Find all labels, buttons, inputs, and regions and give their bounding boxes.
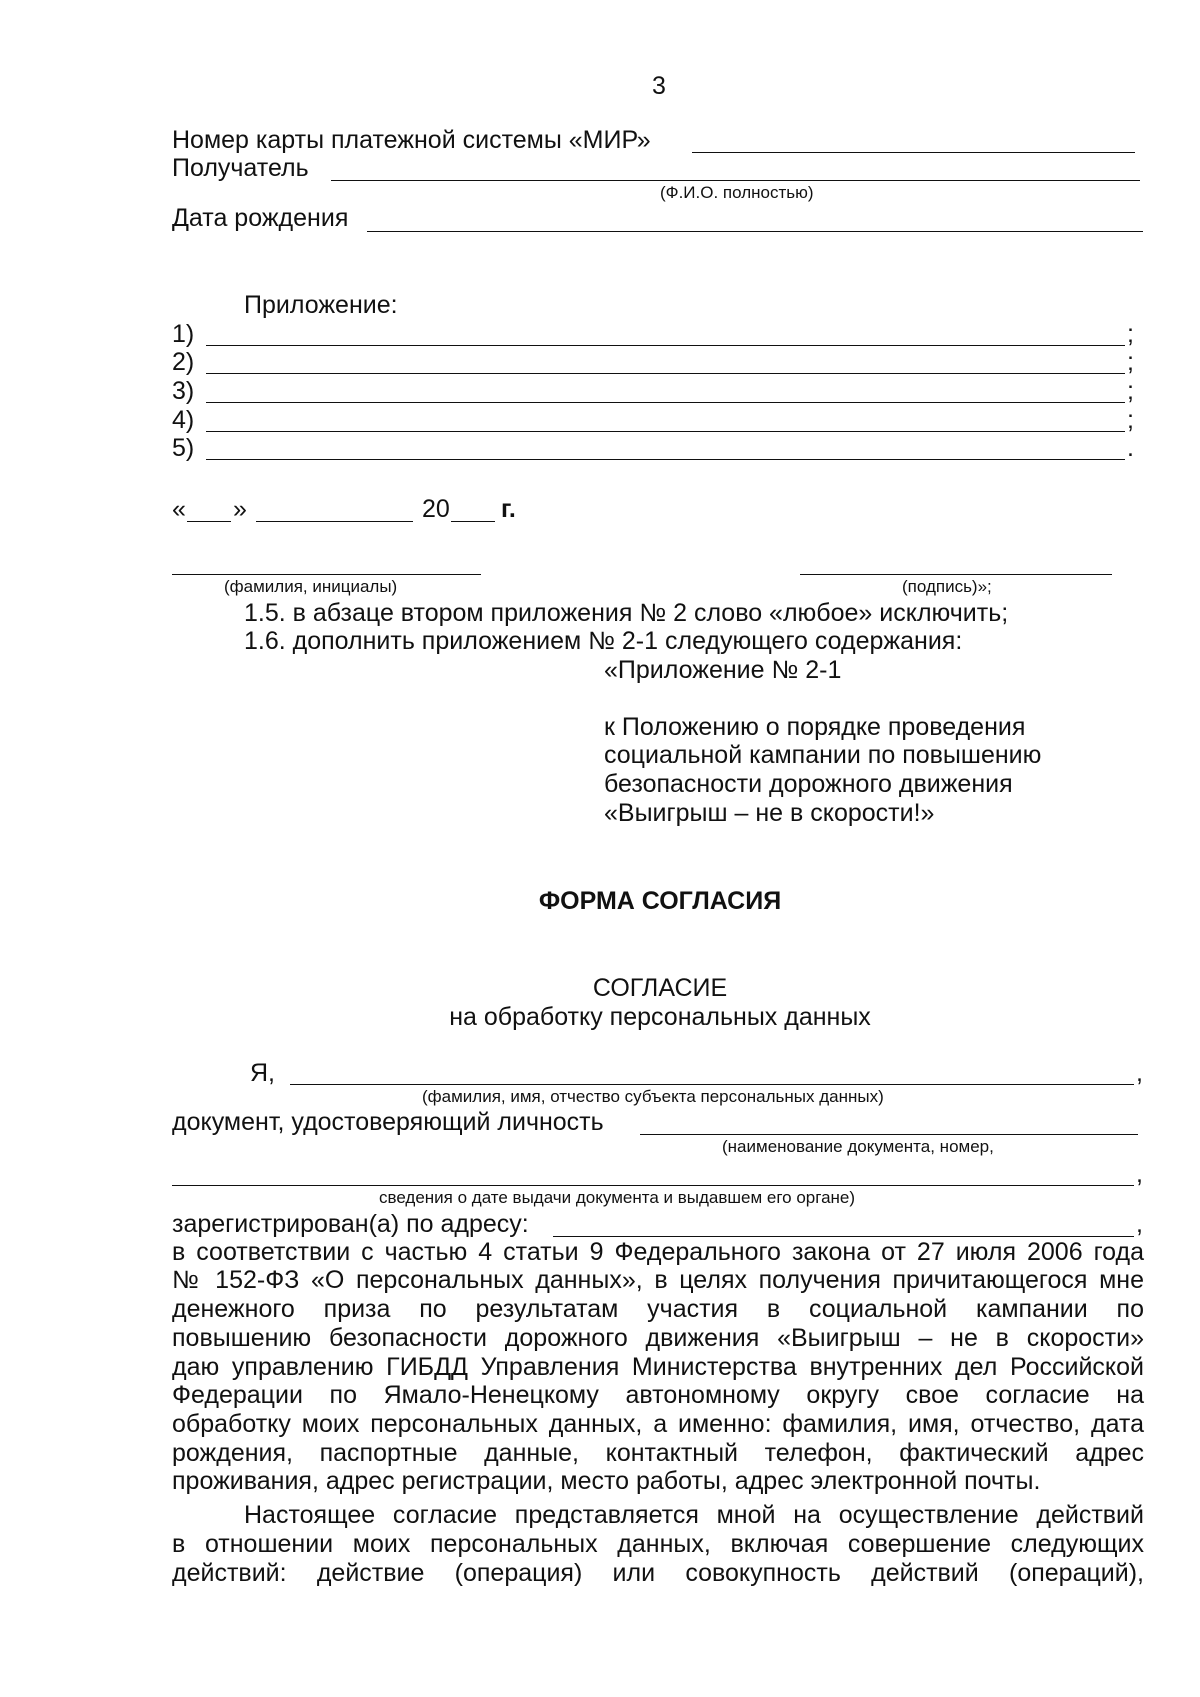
- consent-ya: Я,: [250, 1059, 275, 1087]
- consent-paragraph-line: проживания, адрес регистрации, место работы, адрес электронной почты.: [172, 1467, 1041, 1495]
- consent-subtitle: на обработку персональных данных: [449, 1003, 871, 1031]
- date-year-suffix: г.: [501, 495, 516, 523]
- address-field[interactable]: [553, 1236, 1134, 1237]
- consent-paragraph-line: Настоящее согласие представляется мной на осуществление действий: [244, 1501, 1144, 1529]
- consent-title: СОГЛАСИЕ: [592, 974, 728, 1002]
- recipient-field[interactable]: [331, 180, 1140, 181]
- page-number: 3: [652, 72, 666, 100]
- consent-paragraph-line: рождения, паспортные данные, контактный телефон, фактический адрес: [172, 1439, 1144, 1467]
- attachment-item-end: ;: [1127, 320, 1134, 348]
- attachment-item-number: 3): [172, 377, 195, 405]
- fio-comma: ,: [1136, 1059, 1143, 1087]
- fio-hint: (фамилия, имя, отчество субъекта персональных данных): [422, 1087, 884, 1106]
- document-field[interactable]: [640, 1134, 1138, 1135]
- attachment-item-field[interactable]: [206, 402, 1125, 403]
- attachment-item-number: 4): [172, 406, 195, 434]
- signature-sign-hint: (подпись)»;: [902, 577, 992, 596]
- address-label: зарегистрирован(а) по адресу:: [172, 1210, 529, 1238]
- address-comma: ,: [1136, 1210, 1143, 1238]
- consent-paragraph-line: даю управлению ГИБДД Управления Министерства внутренних дел Российской: [172, 1353, 1144, 1381]
- appendix-line: социальной кампании по повышению: [604, 741, 1042, 769]
- appendix-line: безопасности дорожного движения: [604, 770, 1013, 798]
- amendment-item: 1.6. дополнить приложением № 2-1 следующего содержания:: [244, 627, 963, 655]
- attachment-item-end: ;: [1127, 406, 1134, 434]
- date-quote-close: »: [233, 495, 247, 523]
- recipient-label: Получатель: [172, 154, 309, 182]
- attachment-item-number: 5): [172, 434, 195, 462]
- appendix-title: «Приложение № 2-1: [604, 656, 842, 684]
- date-year-field[interactable]: [451, 521, 495, 522]
- card-number-field[interactable]: [692, 152, 1135, 153]
- attachment-item-end: ;: [1127, 348, 1134, 376]
- date-month-field[interactable]: [256, 521, 413, 522]
- attachment-item-end: .: [1127, 434, 1134, 462]
- attachment-item-number: 1): [172, 320, 195, 348]
- consent-paragraph-line: № 152-ФЗ «О персональных данных», в целях получения причитающегося мне: [172, 1266, 1144, 1294]
- consent-paragraph-line: обработку моих персональных данных, а именно: фамилия, имя, отчество, дата: [172, 1410, 1144, 1438]
- attachment-item-number: 2): [172, 348, 195, 376]
- attachment-title: Приложение:: [244, 291, 398, 319]
- consent-paragraph-line: в соответствии с частью 4 статьи 9 Федерального закона от 27 июля 2006 года: [172, 1238, 1144, 1266]
- consent-paragraph-line: денежного приза по результатам участия в социальной кампании по: [172, 1295, 1144, 1323]
- date-day-field[interactable]: [187, 521, 231, 522]
- consent-paragraph-line: повышению безопасности дорожного движения «Выигрыш – не в скорости»: [172, 1324, 1144, 1352]
- birth-date-label: Дата рождения: [172, 204, 349, 232]
- document-hint: (наименование документа, номер,: [722, 1137, 994, 1156]
- date-year-prefix: 20: [422, 495, 450, 523]
- attachment-item-field[interactable]: [206, 459, 1125, 460]
- document-label: документ, удостоверяющий личность: [172, 1108, 604, 1136]
- attachment-item-field[interactable]: [206, 373, 1125, 374]
- appendix-line: к Положению о порядке проведения: [604, 713, 1026, 741]
- appendix-line: «Выигрыш – не в скорости!»: [604, 799, 935, 827]
- attachment-item-field[interactable]: [206, 431, 1125, 432]
- amendment-item: 1.5. в абзаце втором приложения № 2 слово «любое» исключить;: [244, 599, 1009, 627]
- birth-date-field[interactable]: [367, 231, 1143, 232]
- attachment-item-end: ;: [1127, 377, 1134, 405]
- consent-paragraph-line: действий: действие (операция) или совокупность действий (операций),: [172, 1559, 1144, 1587]
- attachment-item-field[interactable]: [206, 345, 1125, 346]
- date-quote-open: «: [172, 495, 186, 523]
- issue-hint: сведения о дате выдачи документа и выдавшем его органе): [379, 1188, 856, 1207]
- fio-field[interactable]: [290, 1084, 1134, 1085]
- recipient-hint: (Ф.И.О. полностью): [660, 183, 814, 202]
- card-number-label: Номер карты платежной системы «МИР»: [172, 126, 651, 154]
- form-title: ФОРМА СОГЛАСИЯ: [538, 887, 782, 915]
- signature-name-hint: (фамилия, инициалы): [224, 577, 398, 596]
- signature-sign-field[interactable]: [800, 574, 1112, 575]
- consent-paragraph-line: Федерации по Ямало-Ненецкому автономному округу свое согласие на: [172, 1381, 1144, 1409]
- issue-comma: ,: [1136, 1160, 1143, 1188]
- signature-name-field[interactable]: [172, 574, 481, 575]
- document-issue-field[interactable]: [172, 1185, 1134, 1186]
- consent-paragraph-line: в отношении моих персональных данных, включая совершение следующих: [172, 1530, 1144, 1558]
